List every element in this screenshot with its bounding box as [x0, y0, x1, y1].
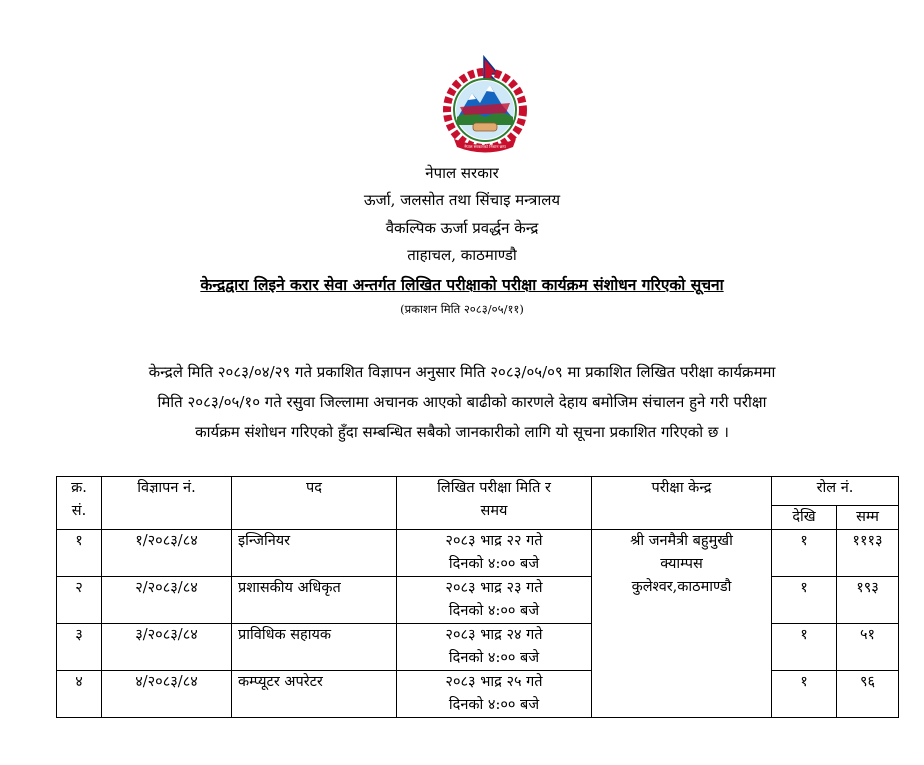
row-sn: ४ — [57, 671, 102, 718]
row-roll-to: ५१ — [837, 624, 899, 671]
row-time: दिनको ४:०० बजे — [448, 603, 540, 619]
header-adv-no: विज्ञापन नं. — [102, 477, 232, 530]
notice-title: केन्द्रद्वारा लिइने करार सेवा अन्तर्गत लिखित परीक्षाको परीक्षा कार्यक्रम संशोधन गरिएको सूचना — [200, 275, 724, 294]
header-roll: रोल नं. — [772, 477, 899, 506]
row-post: प्राविधिक सहायक — [232, 624, 397, 671]
header-roll-from: देखि — [772, 506, 837, 530]
exam-schedule-table — [56, 476, 899, 718]
row-sn: ३ — [57, 624, 102, 671]
row-sn: २ — [57, 577, 102, 624]
row-roll-from: १ — [772, 530, 837, 577]
notice-body — [30, 357, 894, 447]
office-address: ताहाचल, काठमाण्डौ — [407, 246, 517, 264]
exam-center — [592, 530, 772, 718]
publish-date: (प्रकाशन मिति २०८३/०५/११) — [400, 302, 524, 316]
row-post: कम्प्यूटर अपरेटर — [232, 671, 397, 718]
row-date: २०८३ भाद्र २५ गते — [445, 674, 543, 690]
notice-body-line: केन्द्रले मिति २०८३/०४/२९ गते प्रकाशित विज्ञापन अनुसार मिति २०८३/०५/०९ मा प्रकाशित लिखित परीक्षा कार्यक्रममा — [148, 363, 776, 381]
row-roll-from: १ — [772, 671, 837, 718]
table-row — [57, 624, 899, 671]
center-line1: श्री जनमैत्री बहुमुखी — [630, 533, 733, 549]
row-roll-from: १ — [772, 577, 837, 624]
row-adv-no: ४/२०८३/८४ — [102, 671, 232, 718]
row-exam-date — [397, 624, 592, 671]
table-row — [57, 671, 899, 718]
table-header-row — [57, 477, 899, 506]
ministry-name: ऊर्जा, जलसोत तथा सिंचाइ मन्त्रालय — [363, 191, 561, 209]
row-roll-to: ९६ — [837, 671, 899, 718]
header-post: पद — [232, 477, 397, 530]
row-adv-no: २/२०८३/८४ — [102, 577, 232, 624]
row-time: दिनको ४:०० बजे — [448, 650, 540, 666]
government-emblem — [440, 55, 530, 160]
row-date: २०८३ भाद्र २२ गते — [445, 533, 543, 549]
notice-body-line: कार्यक्रम संशोधन गरिएको हुँदा सम्बन्धित सबैको जानकारीको लागि यो सूचना प्रकाशित गरिएको छ । — [195, 423, 729, 441]
header-exam-date — [397, 477, 592, 530]
center-line2: क्याम्पस — [660, 556, 703, 572]
row-roll-to: १११३ — [837, 530, 899, 577]
header-center: परीक्षा केन्द्र — [592, 477, 772, 530]
header-roll-to: सम्म — [837, 506, 899, 530]
header-exam-line1: लिखित परीक्षा मिति र — [437, 480, 551, 496]
row-date: २०८३ भाद्र २३ गते — [445, 580, 543, 596]
table-row — [57, 530, 899, 577]
row-roll-from: १ — [772, 624, 837, 671]
row-time: दिनको ४:०० बजे — [448, 556, 540, 572]
row-sn: १ — [57, 530, 102, 577]
row-post: इन्जिनियर — [232, 530, 397, 577]
center-line3: कुलेश्वर,काठमाण्डौ — [631, 579, 732, 595]
row-roll-to: १९३ — [837, 577, 899, 624]
header-sn — [57, 477, 102, 530]
emblem-motto: नेपाल सरकारको निशान छाप — [464, 144, 506, 149]
row-adv-no: ३/२०८३/८४ — [102, 624, 232, 671]
notice-body-line: मिति २०८३/०५/१० गते रसुवा जिल्लामा अचानक आएको बाढीको कारणले देहाय बमोजिम संचालन हुने गरी परीक्षा — [157, 393, 767, 411]
row-exam-date — [397, 530, 592, 577]
header-sn-line2: सं. — [71, 503, 87, 519]
header-sn-line1: क्र. — [71, 480, 87, 496]
table-row — [57, 577, 899, 624]
row-date: २०८३ भाद्र २४ गते — [445, 627, 543, 643]
row-exam-date — [397, 671, 592, 718]
row-post: प्रशासकीय अधिकृत — [232, 577, 397, 624]
office-name: वैकल्पिक ऊर्जा प्रवर्द्धन केन्द्र — [385, 219, 539, 237]
row-exam-date — [397, 577, 592, 624]
row-adv-no: १/२०८३/८४ — [102, 530, 232, 577]
government-name: नेपाल सरकार — [425, 164, 499, 182]
header-exam-line2: समय — [480, 503, 508, 519]
row-time: दिनको ४:०० बजे — [448, 697, 540, 713]
